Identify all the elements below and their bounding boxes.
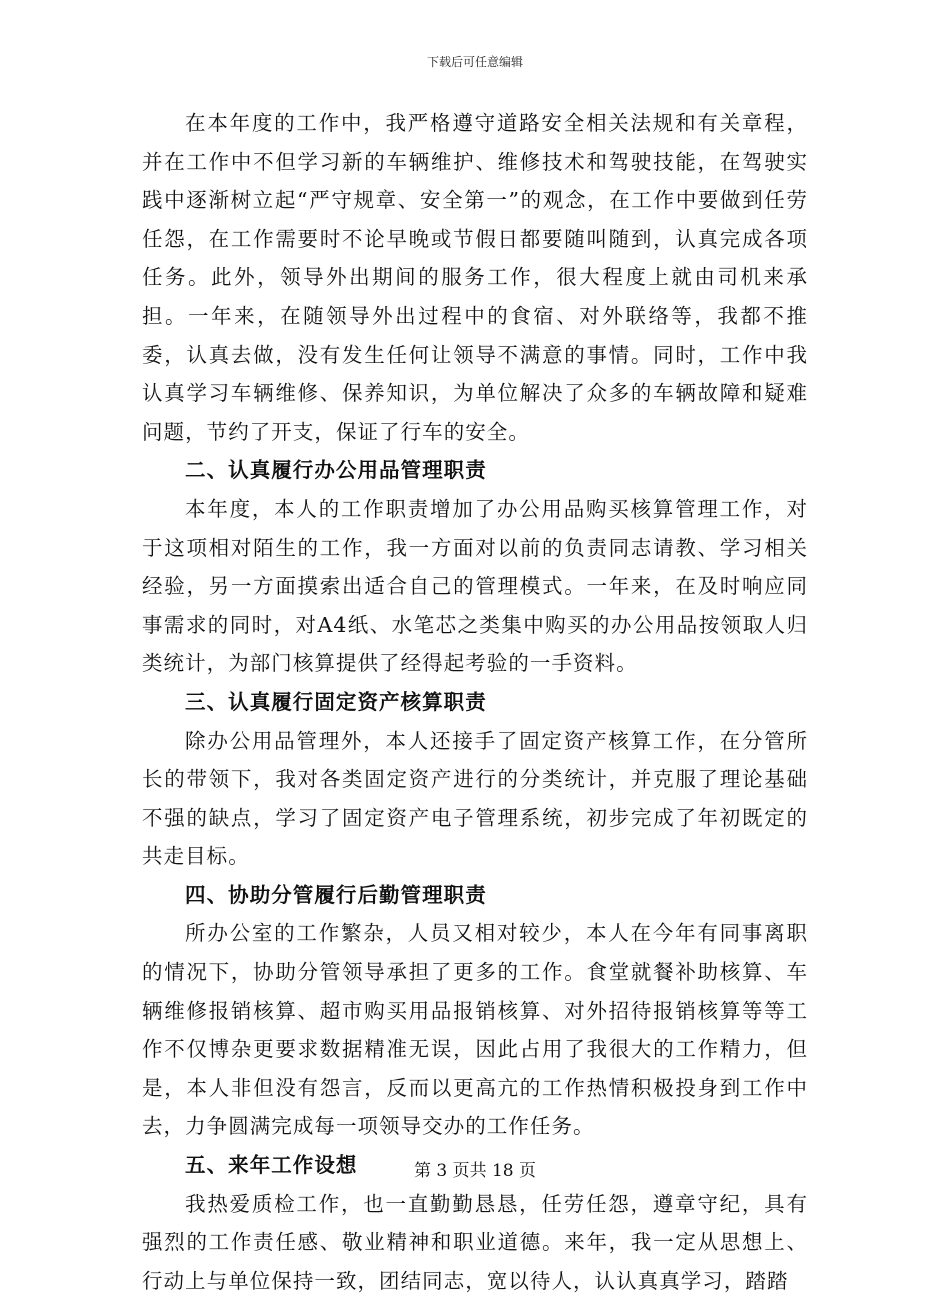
- paragraph-next-year: 我热爱质检工作，也一直勤勤恳恳，任劳任怨，遵章守纪，具有强烈的工作责任感、敬业精神和职业道德。来年，我一定从思想上、行动上与单位保持一致，团结同志，宽以待人，认认真真学习，踏踏: [142, 1191, 808, 1293]
- paragraph-logistics: 所办公室的工作繁杂，人员又相对较少，本人在今年有同事离职的情况下，协助分管领导承担了更多的工作。食堂就餐补助核算、车辆维修报销核算、超市购买用品报销核算、对外招待报销核算等等工作不仅博杂更要求数据精准无误，因此占用了我很大的工作精力，但是，本人非但没有怨言，反而以更高亢的工作热情积极投身到工作中去，力争圆满完成每一项领导交办的工作任务。: [142, 921, 808, 1139]
- section-heading-fixed-assets: 三、认真履行固定资产核算职责: [185, 689, 487, 714]
- page-header: 下载后可任意编辑: [426, 55, 523, 69]
- document-body: [142, 104, 808, 1300]
- paragraph-fixed-assets: 除办公用品管理外，本人还接手了固定资产核算工作，在分管所长的带领下，我对各类固定资产进行的分类统计，并克服了理论基础不强的缺点，学习了固定资产电子管理系统，初步完成了年初既定的共走目标。: [142, 728, 808, 869]
- section-heading-office-supplies: 二、认真履行办公用品管理职责: [185, 458, 487, 483]
- paragraph-driver-duties: 在本年度的工作中，我严格遵守道路安全相关法规和有关章程，并在工作中不但学习新的车辆维护、维修技术和驾驶技能，在驾驶实践中逐渐树立起“严守规章、安全第一”的观念，在工作中要做到任劳任怨，在工作需要时不论早晚或节假日都要随叫随到，认真完成各项任务。此外，领导外出期间的服务工作，很大程度上就由司机来承担。一年来，在随领导外出过程中的食宿、对外联络等，我都不推委，认真去做，没有发生任何让领导不满意的事情。同时，工作中我认真学习车辆维修、保养知识，为单位解决了众多的车辆故障和疑难问题，节约了开支，保证了行车的安全。: [142, 111, 808, 444]
- paragraph-office-supplies: 本年度，本人的工作职责增加了办公用品购买核算管理工作，对于这项相对陌生的工作，我一方面对以前的负责同志请教、学习相关经验，另一方面摸索出适合自己的管理模式。一年来，在及时响应同事需求的同时，对A4纸、水笔芯之类集中购买的办公用品按领取人归类统计，为部门核算提供了经得起考验的一手资料。: [142, 496, 808, 676]
- section-heading-logistics: 四、协助分管履行后勤管理职责: [185, 882, 487, 907]
- section-heading-next-year: 五、来年工作设想: [185, 1153, 358, 1178]
- page-footer: 第 3 页共 18 页: [413, 1161, 537, 1181]
